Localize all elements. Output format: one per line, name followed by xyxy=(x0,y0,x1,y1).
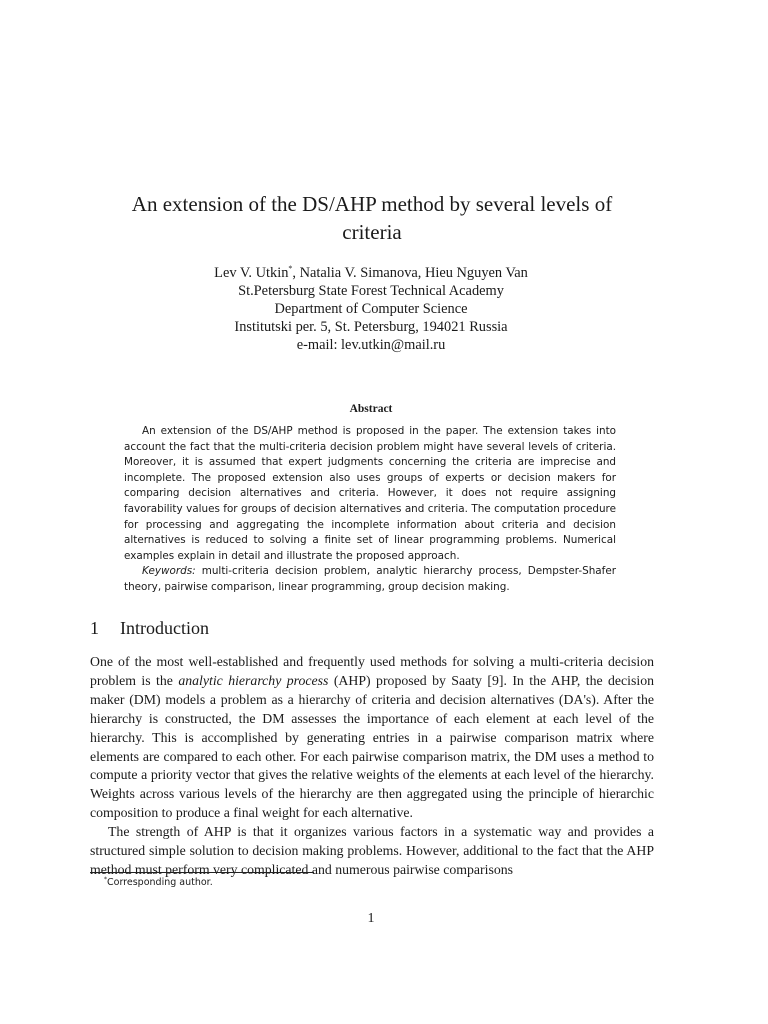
abstract-heading: Abstract xyxy=(349,403,393,415)
author-block xyxy=(0,264,742,354)
author-line xyxy=(0,264,742,282)
paper-title: An extension of the DS/AHP method by several levels of criteria xyxy=(131,192,613,244)
footnote-rule xyxy=(90,872,314,873)
footnote xyxy=(104,876,213,888)
department: Department of Computer Science xyxy=(274,301,468,317)
paragraph: The strength of AHP is that it organizes various factors in a systematic way and provides a structured simple solution to decision making problems. However, additional to the fact that the AHP method must perform very complicated and numerous pairwise comparisons xyxy=(90,824,654,877)
section-heading xyxy=(90,618,209,639)
emphasized-term: analytic hierarchy process xyxy=(178,672,329,688)
footnote-mark: * xyxy=(104,876,107,883)
keywords xyxy=(124,564,616,595)
section-title: Introduction xyxy=(120,618,209,638)
first-author: Lev V. Utkin xyxy=(214,265,289,281)
address: Institutski per. 5, St. Petersburg, 194021 Russia xyxy=(234,319,508,335)
coauthors: , Natalia V. Simanova, Hieu Nguyen Van xyxy=(292,265,528,281)
paragraph: One of the most well-established and frequently used methods for solving a multi-criteria decision problem is the analytic hierarchy process (AHP) proposed by Saaty [9]. In the AHP, the decision maker (DM) models a problem as a hierarchy of criteria and decision alternatives (DA's). After the hierarchy is constructed, the DM assesses the importance of each element at each level of the hierarchy. This is accomplished by generating entries in a pairwise comparison matrix where elements are compared to each other. For each pairwise comparison matrix, the DM uses a method to compute a priority vector that gives the relative weights of the elements at each level of the hierarchy. Weights across various levels of the hierarchy are then aggregated using the principle of hierarchic composition to produce a final weight for each alternative. xyxy=(90,654,654,821)
keywords-label: Keywords: xyxy=(142,565,196,578)
page-number: 1 xyxy=(367,911,375,926)
abstract-body: An extension of the DS/AHP method is proposed in the paper. The extension takes into account the fact that the multi-criteria decision problem might have several levels of criteria. Moreover, it is assumed that expert judgments concerning the criteria are imprecise and incomplete. The proposed extension also uses groups of experts or decision makers for comparing decision alternatives and criteria. However, it does not require assigning favorability values for groups of decision alternatives and criteria. The computation procedure for processing and aggregating the incomplete information about criteria and decision alternatives is reduced to solving a finite set of linear programming problems. Numerical examples explain in detail and illustrate the proposed approach. xyxy=(124,425,616,562)
introduction-text xyxy=(90,653,654,880)
affiliation: St.Petersburg State Forest Technical Academy xyxy=(238,283,504,299)
keywords-list: multi-criteria decision problem, analytic hierarchy process, Dempster-Shafer theory, pairwise comparison, linear programming, group decision making. xyxy=(124,565,616,593)
section-number: 1 xyxy=(90,618,99,638)
footnote-marker: * xyxy=(288,264,293,274)
footnote-text: Corresponding author. xyxy=(107,877,213,889)
abstract xyxy=(124,424,616,596)
email: e-mail: lev.utkin@mail.ru xyxy=(296,337,446,353)
